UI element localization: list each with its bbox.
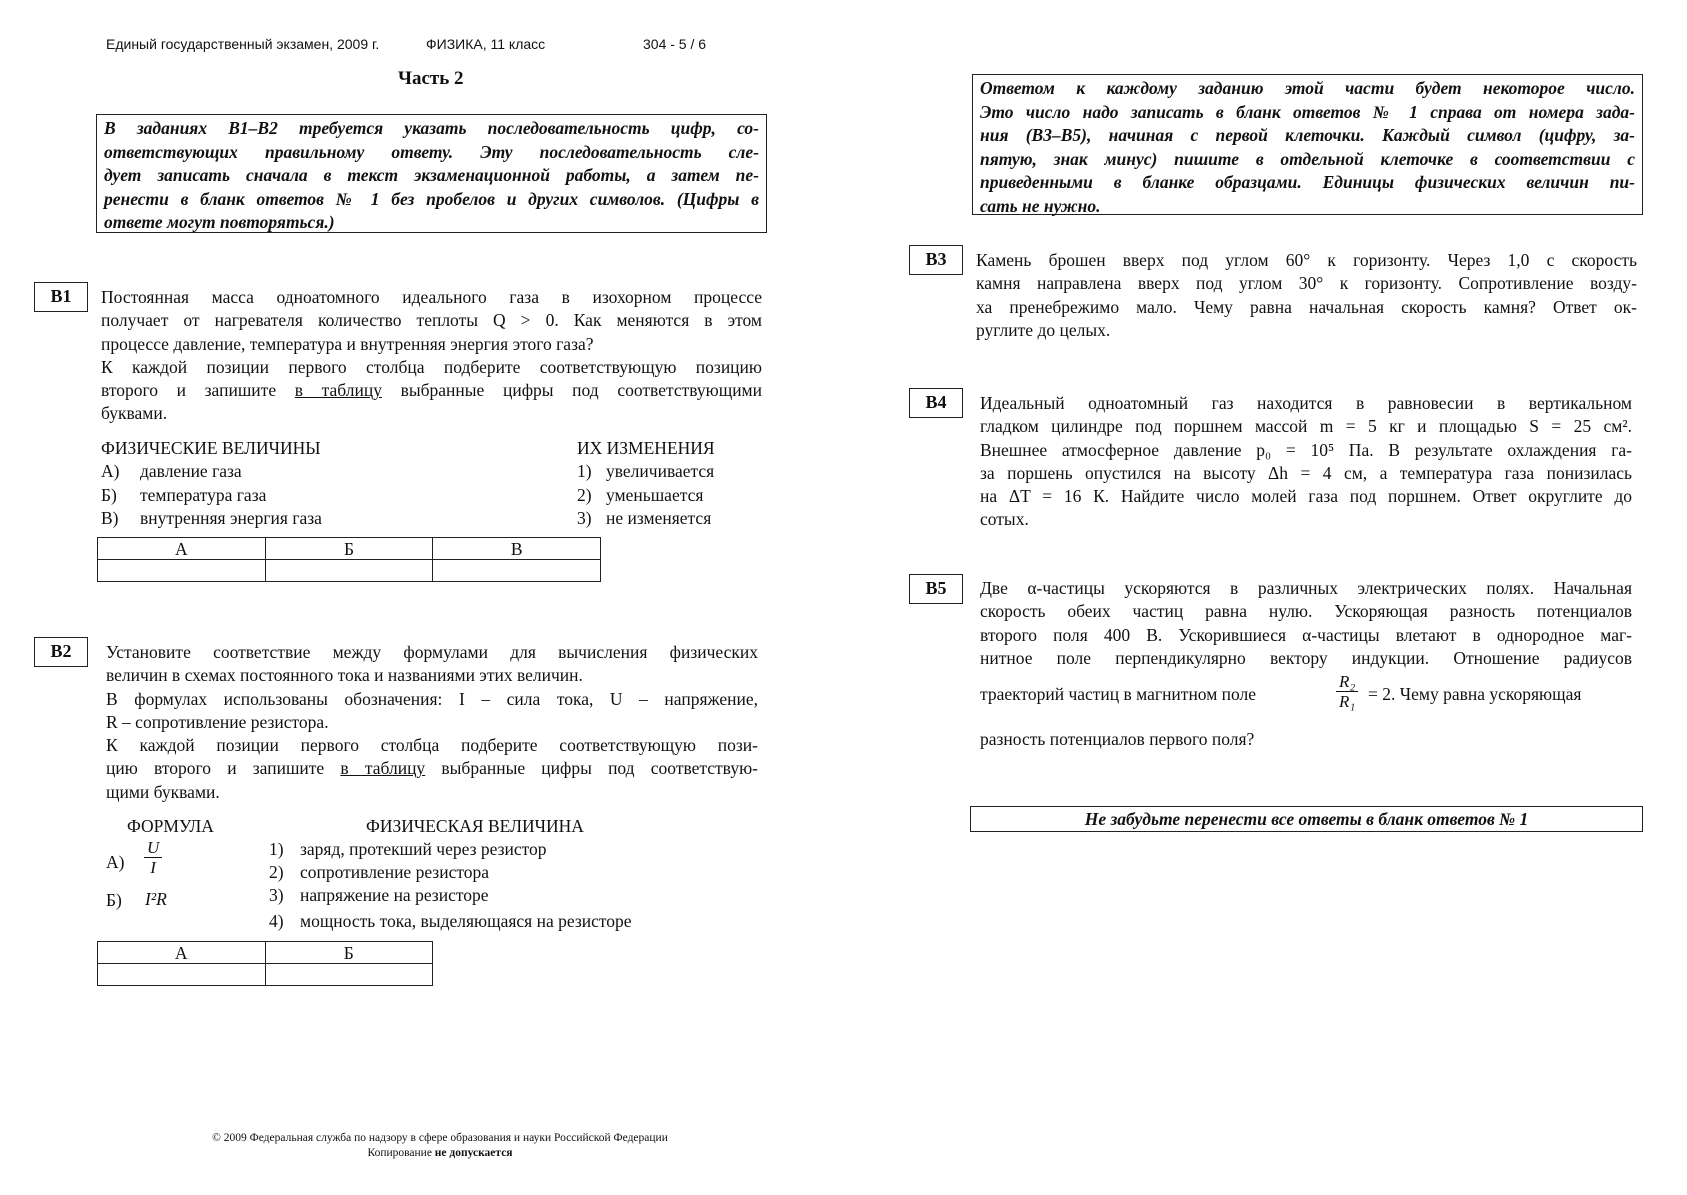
b1-col1-item: Б) xyxy=(101,485,117,505)
b5-line: скорость обеих частиц равна нулю. Ускоряющая разность потенциалов xyxy=(980,601,1632,622)
b4-question xyxy=(980,392,1632,532)
b1-col2-title: ИХ ИЗМЕНЕНИЯ xyxy=(577,438,715,458)
b2-option-num: 4) xyxy=(269,911,284,931)
b1-line xyxy=(101,379,762,402)
b5-ratio-pre: траекторий частиц в магнитном поле xyxy=(980,684,1257,704)
footer-copy-notice: Копирование не допускается xyxy=(367,1147,513,1159)
intro-line: дует записать сначала в текст экзаменационной работы, а затем пе- xyxy=(104,165,759,185)
b2-line: Установите соответствие между формулами для вычисления физических xyxy=(106,642,758,662)
b1-line: получает от нагревателя количество теплоты Q > 0. Как меняются в этом xyxy=(101,310,762,331)
intro-line: ренести в бланк ответов № 1 без пробелов и других символов. (Цифры в xyxy=(104,188,759,209)
b3-question xyxy=(976,249,1637,342)
task-label-b2: В2 xyxy=(34,637,88,667)
b1-instr-b: выбранные цифры под соответствующими xyxy=(381,380,763,401)
b2-col2-title: ФИЗИЧЕСКАЯ ВЕЛИЧИНА xyxy=(366,816,584,836)
b4-line: на ΔT = 16 К. Найдите число молей газа под поршнем. Ответ округлите до xyxy=(980,486,1632,507)
b2-answer-cell[interactable] xyxy=(98,964,266,986)
b5-ratio-post: = 2. Чему равна ускоряющая xyxy=(1368,684,1582,704)
b3-line: ха пренебрежимо мало. Чему равна начальная скорость камня? Ответ ок- xyxy=(976,296,1637,317)
right-box-line: пятую, знак минус) пишите в отдельной клеточке в соответствии с xyxy=(980,148,1635,169)
b4-line: сотых. xyxy=(980,509,1029,530)
b2-line: цию второго и запишите в таблицу выбранные цифры под соответствую- xyxy=(106,758,758,779)
b1-table-header: В xyxy=(433,538,601,560)
b2-line: щими буквами. xyxy=(106,781,220,802)
b5-line: нитное поле перпендикулярно вектору индукции. Отношение радиусов xyxy=(980,647,1632,668)
b2-option-text: мощность тока, выделяющаяся на резисторе xyxy=(300,911,632,931)
b3-line: руглите до целых. xyxy=(976,319,1111,340)
b1-line: Постоянная масса одноатомного идеального газа в изохорном процессе xyxy=(101,287,762,307)
b2-option-text: напряжение на резисторе xyxy=(300,885,489,905)
intro-line: ответствующих правильному ответу. Эту последовательность сле- xyxy=(104,141,759,162)
b2-line: R – сопротивление резистора. xyxy=(106,711,329,732)
b1-instr-a: второго и запишите xyxy=(101,380,295,401)
b2-option-text: заряд, протекший через резистор xyxy=(300,839,547,859)
b1-col1-title: ФИЗИЧЕСКИЕ ВЕЛИЧИНЫ xyxy=(101,438,321,458)
b2-option-num: 1) xyxy=(269,839,284,859)
b1-table-header: Б xyxy=(265,538,433,560)
intro-line: ответе могут повторяться.) xyxy=(104,212,335,232)
b1-line: процессе давление, температура и внутренняя энергия этого газа? xyxy=(101,333,594,354)
right-box-line: Ответом к каждому заданию этой части будет некоторое число. xyxy=(980,78,1635,98)
b1-col2-text: увеличивается xyxy=(606,461,715,481)
b2-table-header: А xyxy=(98,942,266,964)
b1-line: К каждой позиции первого столбца подберите соответствующую позицию xyxy=(101,356,762,377)
task-label-b1: В1 xyxy=(34,282,88,312)
b1-line: буквами. xyxy=(101,403,168,424)
b1-col1-item: В) xyxy=(101,508,119,528)
b1-answer-cell[interactable] xyxy=(433,560,601,582)
b5-ratio-fraction: $\frac{\text{R₂}}{\text{R₁}}$ xyxy=(1336,672,1358,711)
b1-col2-num: 1) xyxy=(577,461,592,481)
b2-line: величин в схемах постоянного тока и названиями этих величин. xyxy=(106,665,583,686)
b1-question xyxy=(101,286,762,426)
b5-line: второго поля 400 В. Ускорившиеся α-частицы влетают в однородное маг- xyxy=(980,624,1632,645)
b2-line: В формулах использованы обозначения: I – сила тока, U – напряжение, xyxy=(106,688,758,709)
right-instruction-box xyxy=(972,74,1643,215)
b2-col1-title: ФОРМУЛА xyxy=(127,816,214,836)
right-box-line: сать не нужно. xyxy=(980,195,1101,216)
task-label-b5: В5 xyxy=(909,574,963,604)
intro-line: В заданиях В1–В2 требуется указать последовательность цифр, со- xyxy=(104,118,759,138)
b2-line: К каждой позиции первого столбца подберите соответствующую пози- xyxy=(106,735,758,756)
b1-answer-cell[interactable] xyxy=(265,560,433,582)
b1-col1-text: температура газа xyxy=(140,485,267,505)
b2-answer-cell[interactable] xyxy=(265,964,433,986)
b2-question xyxy=(106,641,758,804)
b5-line: Две α-частицы ускоряются в различных электрических полях. Начальная xyxy=(980,578,1632,598)
b5-question xyxy=(980,577,1632,670)
b1-col1-text: внутренняя энергия газа xyxy=(140,508,322,528)
b2-formula-b-letter: Б) xyxy=(106,890,122,910)
header-page-code: 304 - 5 / 6 xyxy=(643,36,707,52)
task-label-b4: В4 xyxy=(909,388,963,418)
b2-option-num: 3) xyxy=(269,885,284,905)
b2-answer-table xyxy=(97,941,433,986)
b1-col1-text: давление газа xyxy=(140,461,242,481)
b1-table-header: А xyxy=(98,538,266,560)
b1-answer-table xyxy=(97,537,601,582)
b2-formula-a: $\frac{U}{I}$ xyxy=(144,838,162,877)
task-label-b3: В3 xyxy=(909,245,963,275)
b1-col2-text: уменьшается xyxy=(606,485,704,505)
b2-option-num: 2) xyxy=(269,862,284,882)
b1-table-link: в таблицу xyxy=(294,380,382,401)
b4-line: Идеальный одноатомный газ находится в равновесии в вертикальном xyxy=(980,393,1632,413)
b4-line: за поршень опустился на высоту Δh = 4 см, а температура газа понизилась xyxy=(980,462,1632,483)
b3-line: Камень брошен вверх под углом 60° к горизонту. Через 1,0 с скорость xyxy=(976,250,1637,270)
b2-formula-b: I²R xyxy=(145,889,167,909)
b1-col2-num: 3) xyxy=(577,508,592,528)
b3-line: камня направлена вверх под углом 30° к горизонту. Сопротивление возду- xyxy=(976,273,1637,294)
b1-col1-item: А) xyxy=(101,461,120,481)
b1-answer-cell[interactable] xyxy=(98,560,266,582)
b2-formula-a-letter: А) xyxy=(106,852,125,872)
b1-col2-num: 2) xyxy=(577,485,592,505)
right-box-line: Это число надо записать в бланк ответов № 1 справа от номера зада- xyxy=(980,101,1635,122)
footer-copyright: © 2009 Федеральная служба по надзору в сфере образования и науки Российской Федерации xyxy=(212,1132,668,1144)
b5-last-line: разность потенциалов первого поля? xyxy=(980,729,1255,749)
header-subject: ФИЗИКА, 11 класс xyxy=(426,36,546,52)
right-box-line: приведенными в бланке образцами. Единицы физических величин пи- xyxy=(980,172,1635,192)
part-title: Часть 2 xyxy=(398,68,464,89)
b2-option-text: сопротивление резистора xyxy=(300,862,490,882)
reminder-box: Не забудьте перенести все ответы в бланк ответов № 1 xyxy=(970,806,1643,832)
b4-line: Внешнее атмосферное давление p₀ = 10⁵ Па. В результате охлаждения га- xyxy=(980,439,1632,460)
b1-col2-text: не изменяется xyxy=(606,508,712,528)
b2-table-link: в таблицу xyxy=(340,758,426,779)
right-box-line: ния (В3–В5), начиная с первой клеточки. Каждый символ (цифру, за- xyxy=(980,125,1635,145)
header-exam: Единый государственный экзамен, 2009 г. xyxy=(106,36,380,52)
b2-table-header: Б xyxy=(265,942,433,964)
b4-line: гладком цилиндре под поршнем массой m = 5 кг и площадью S = 25 см². xyxy=(980,416,1632,437)
intro-instruction-box xyxy=(96,114,767,233)
